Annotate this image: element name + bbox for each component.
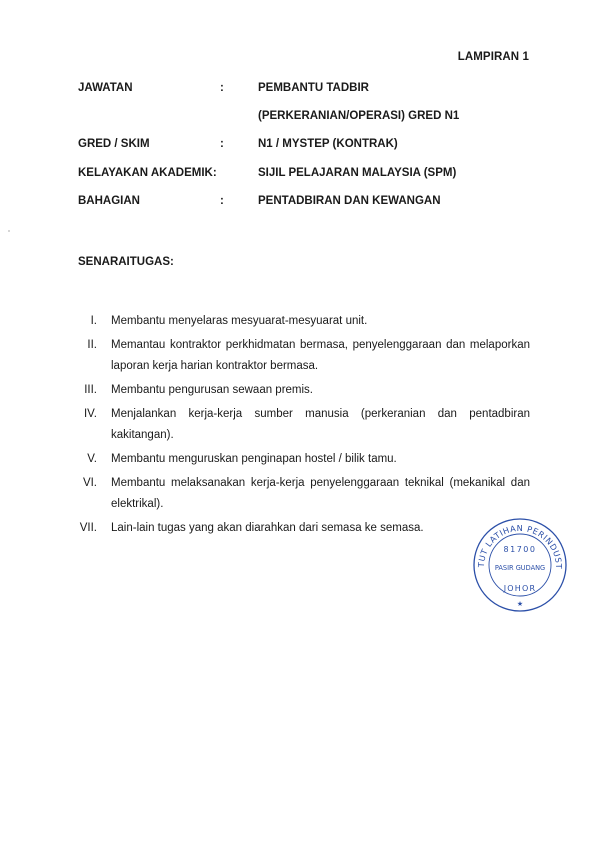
list-item <box>70 473 530 515</box>
duty-text: Membantu pengurusan sewaan premis. <box>111 384 314 396</box>
info-label: GRED / SKIM <box>78 138 150 150</box>
duties-list <box>70 311 530 542</box>
info-colon: : <box>220 82 224 94</box>
duty-number: I. <box>90 315 97 327</box>
attachment-label: LAMPIRAN 1 <box>457 51 529 63</box>
stamp-outer-text-path: TUT LATIHAN PERINDUST <box>475 522 565 570</box>
scan-speck <box>8 230 10 232</box>
info-label: BAHAGIAN <box>78 195 140 207</box>
duty-text: Membantu melaksanakan kerja-kerja penyelenggaraan teknikal (mekanikal dan elektrikal). <box>111 477 530 510</box>
info-label: JAWATAN <box>78 82 133 94</box>
info-label: KELAYAKAN AKADEMIK: <box>78 167 217 179</box>
info-value: SIJIL PELAJARAN MALAYSIA (SPM) <box>258 167 457 179</box>
stamp-town: PASIR GUDANG <box>494 564 546 572</box>
info-colon: : <box>220 195 224 207</box>
duty-number: V. <box>87 453 97 465</box>
duty-number: II. <box>87 339 97 351</box>
list-item <box>70 404 530 446</box>
duty-number: VI. <box>82 477 97 489</box>
duty-number: III. <box>84 384 97 396</box>
institution-stamp <box>470 515 570 615</box>
duty-number: VII. <box>79 522 97 534</box>
info-value: (PERKERANIAN/OPERASI) GRED N1 <box>258 110 460 122</box>
list-item <box>70 518 530 539</box>
list-item <box>70 335 530 377</box>
duty-text: Memantau kontraktor perkhidmatan bermasa, penyelenggaraan dan melaporkan laporan kerja harian kontraktor bermasa. <box>111 339 530 372</box>
duty-text: Membantu menguruskan penginapan hostel / bilik tamu. <box>111 453 397 465</box>
stamp-outer-text <box>470 515 564 570</box>
duty-text: Lain-lain tugas yang akan diarahkan dari semasa ke semasa. <box>111 522 424 534</box>
stamp-star-icon: ★ <box>516 600 524 608</box>
duties-title: SENARAITUGAS: <box>78 256 174 268</box>
list-item <box>70 380 530 401</box>
stamp-postcode: 81700 <box>503 545 537 554</box>
duty-text: Membantu menyelaras mesyuarat-mesyuarat unit. <box>111 315 368 327</box>
duty-number: IV. <box>83 408 97 420</box>
stamp-state: JOHOR <box>503 584 537 593</box>
info-colon: : <box>220 138 224 150</box>
info-value: PENTADBIRAN DAN KEWANGAN <box>258 195 441 207</box>
info-value: PEMBANTU TADBIR <box>258 82 369 94</box>
info-value: N1 / MYSTEP (KONTRAK) <box>258 138 398 150</box>
duty-text: Menjalankan kerja-kerja sumber manusia (perkeranian dan pentadbiran kakitangan). <box>111 408 530 441</box>
stamp-graphic <box>470 515 570 615</box>
list-item <box>70 449 530 470</box>
list-item <box>70 311 530 332</box>
